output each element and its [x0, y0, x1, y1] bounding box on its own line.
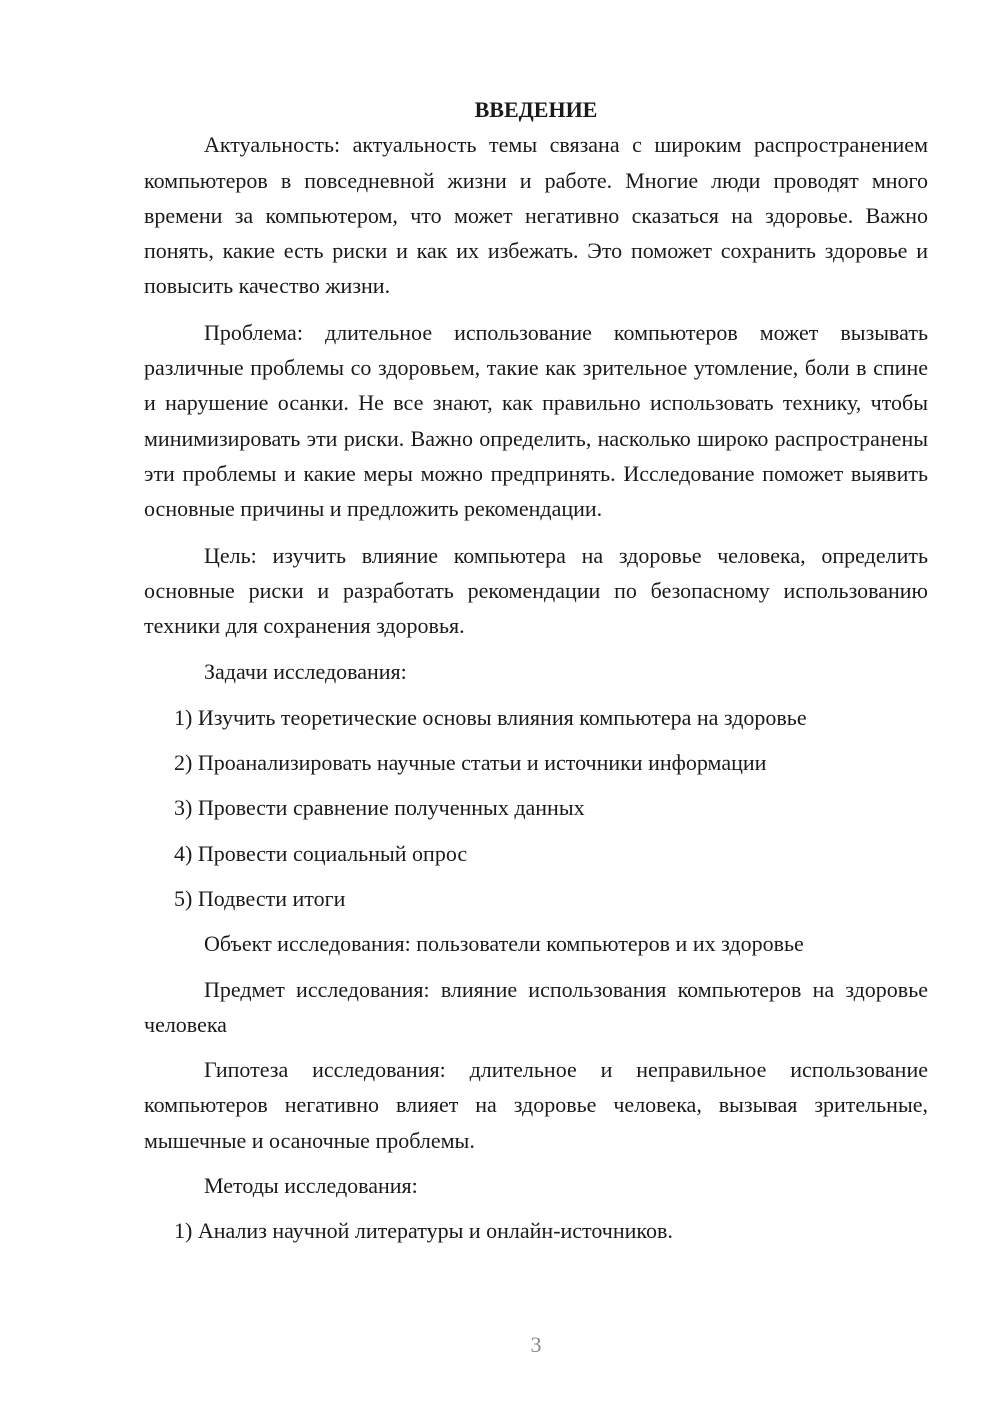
task-item-5: 5) Подвести итоги: [174, 885, 346, 911]
document-page: [144, 92, 928, 1249]
method-item-1: 1) Анализ научной литературы и онлайн-источников.: [174, 1218, 673, 1244]
methods-heading: Методы исследования:: [204, 1173, 418, 1199]
problem-paragraph: Проблема: длительное использование компьютеров может вызывать различные проблемы со здоровьем, такие как зрительное утомление, боли в спине и нарушение осанки. Не все знают, как правильно использовать технику, чтобы минимизировать эти риски. Важно определить, насколько широко распространены эти проблемы и какие меры можно предпринять. Исследование поможет выявить основные причины и предложить рекомендации.: [144, 319, 928, 522]
hypothesis-paragraph: Гипотеза исследования: длительное и неправильное использование компьютеров негативно влияет на здоровье человека, вызывая зрительные, мышечные и осаночные проблемы.: [144, 1057, 928, 1153]
task-item-3: 3) Провести сравнение полученных данных: [174, 795, 585, 821]
subject-paragraph: Предмет исследования: влияние использования компьютеров на здоровье человека: [144, 976, 928, 1037]
tasks-heading: Задачи исследования:: [204, 659, 407, 685]
page-title: ВВЕДЕНИЕ: [474, 97, 598, 122]
goal-paragraph: Цель: изучить влияние компьютера на здоровье человека, определить основные риски и разработать рекомендации по безопасному использованию техники для сохранения здоровья.: [144, 542, 928, 639]
relevance-paragraph: Актуальность: актуальность темы связана с широким распространением компьютеров в повседневной жизни и работе. Многие люди проводят много времени за компьютером, что может негативно сказаться на здоровье. Важно понять, какие есть риски и как их избежать. Это поможет сохранить здоровье и повысить качество жизни.: [144, 132, 928, 299]
task-item-1: 1) Изучить теоретические основы влияния компьютера на здоровье: [174, 704, 807, 730]
task-item-2: 2) Проанализировать научные статьи и источники информации: [174, 750, 767, 776]
task-item-4: 4) Провести социальный опрос: [174, 840, 468, 866]
page-number: 3: [530, 1332, 542, 1357]
object-paragraph: Объект исследования: пользователи компьютеров и их здоровье: [204, 931, 804, 957]
